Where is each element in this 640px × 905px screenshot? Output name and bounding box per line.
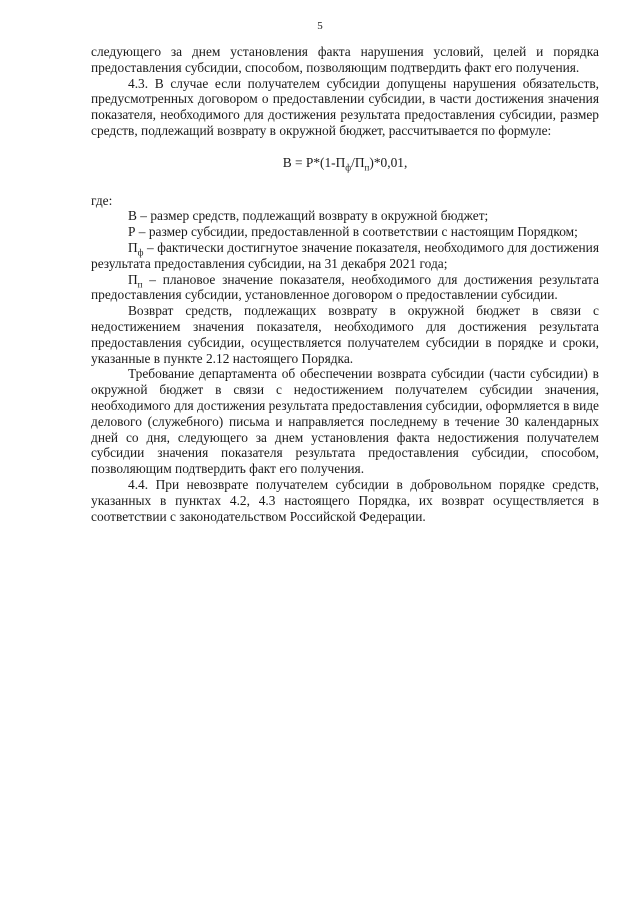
formula-subscript-f: ф (345, 162, 352, 173)
page-number: 5 (317, 20, 323, 32)
definition-v: В – размер средств, подлежащий возврату в окружной бюджет; (128, 208, 489, 224)
formula-start: В = Р*(1-П (282, 154, 346, 170)
definition-pf-symbol: П (128, 239, 138, 255)
paragraph-4-3: 4.3. В случае если получателем субсидии допущены нарушения обязательств, предусмотренных договором о предоставлении субсидии, в части достижения значения показателя, необходимого для достижения результата предоставления субсидии, размер средств, подлежащий возврату в окружной бюджет, рассчитывается по формуле: (91, 75, 599, 138)
paragraph-continuation: следующего за днем установления факта нарушения условий, целей и порядка предоставления субсидии, способом, позволяющим подтвердить факт его получения. (91, 44, 599, 75)
formula (91, 155, 599, 171)
definition-pp-subscript: п (137, 279, 143, 290)
definition-r: Р – размер субсидии, предоставленной в соответствии с настоящим Порядком; (128, 224, 578, 240)
paragraph-demand: Требование департамента об обеспечении возврата субсидии (части субсидии) в окружной бюджет в связи с недостижением получателем субсидии значения, необходимого для достижения результата предоставления субсидии, оформляется в виде делового (служебного) письма и направляется последнему в течение 30 календарных дней со дня, следующего за днем установления факта недостижения получателем субсидии значения показателя результата предоставления субсидии, способом, позволяющим подтвердить факт его получения. (91, 366, 599, 477)
where-label: где: (91, 192, 113, 208)
paragraph-return: Возврат средств, подлежащих возврату в окружной бюджет в связи с недостижением значения показателя, необходимого для достижения результата предоставления субсидии, осуществляется получателем субсидии в порядке и сроки, указанные в пункте 2.12 настоящего Порядка. (91, 303, 599, 366)
definition-pf-text: – фактически достигнутое значение показателя, необходимого для достижения результата предоставления субсидии, на 31 декабря 2021 года; (91, 239, 599, 271)
paragraph-4-4: 4.4. При невозврате получателем субсидии в добровольном порядке средств, указанных в пунктах 4.2, 4.3 настоящего Порядка, их возврат осуществляется в соответствии с законодательством Российской Федерации. (91, 476, 599, 524)
definition-pf-subscript: ф (137, 247, 144, 258)
definition-pp-text: – плановое значение показателя, необходимого для достижения результата предоставления субсидии, установленное договором о предоставлении субсидии. (91, 271, 599, 303)
formula-end: )*0,01, (369, 154, 408, 170)
formula-subscript-p: п (364, 162, 370, 173)
formula-middle: /П (351, 154, 365, 170)
definition-pf (91, 240, 599, 272)
definition-pp (91, 272, 599, 304)
definition-pp-symbol: П (128, 271, 138, 287)
document-body (91, 44, 599, 524)
